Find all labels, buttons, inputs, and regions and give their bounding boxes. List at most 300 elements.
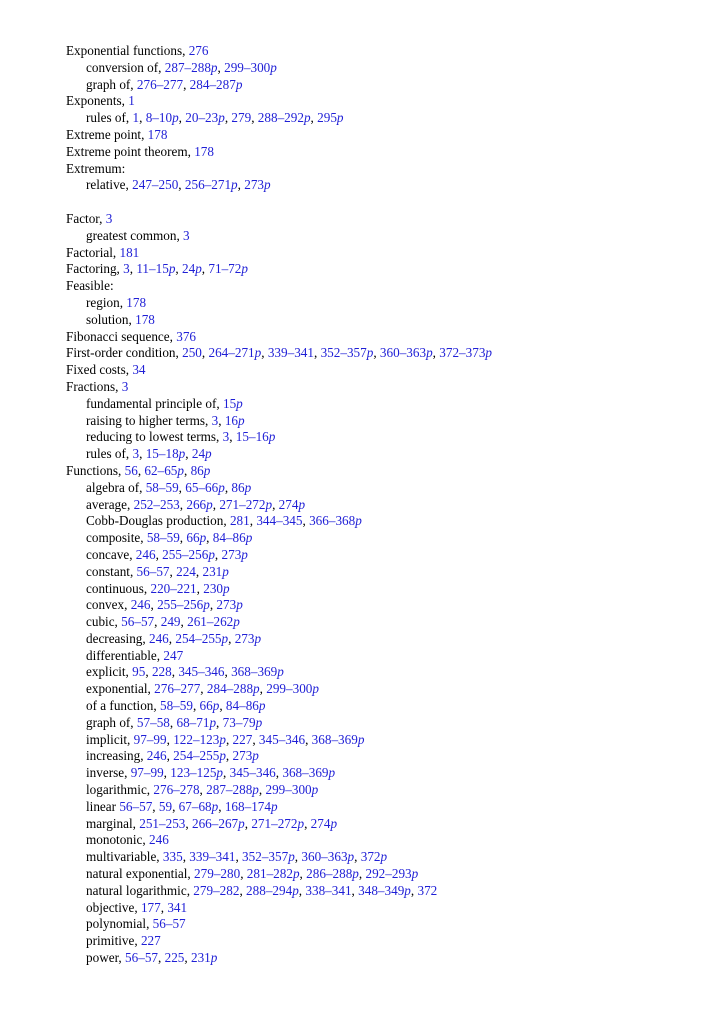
page-reference-link[interactable] [122,379,129,394]
page-reference-link[interactable] [225,413,245,428]
page-reference-link[interactable] [317,110,343,125]
index-subentry: implicit, 97–99, 122–123p, 227, 345–346, 368–369p [86,731,365,747]
page-number: 3 [132,446,140,462]
page-reference-link[interactable] [152,664,172,679]
index-subentry: conversion of, 287–288p, 299–300p [86,59,277,75]
page-number: 341 [167,899,188,915]
page-reference-link[interactable] [137,77,183,92]
page-reference-link[interactable] [266,681,319,696]
page-number: 292–293 [365,866,412,882]
page-number: 71–72 [208,261,242,277]
index-subentry: multivariable, 335, 339–341, 352–357p, 360–363p, 372p [86,849,388,865]
page-number: 58–59 [146,530,180,546]
page-reference-link[interactable] [206,782,259,797]
page-reference-link[interactable] [203,581,229,596]
index-term: algebra of, [86,479,143,495]
problem-suffix: p [245,530,253,546]
page-number: 24 [182,261,196,277]
problem-suffix: p [231,177,238,193]
index-entry [66,278,706,295]
index-subentry: cubic, 56–57, 249, 261–262p [86,614,240,630]
index-term: First-order condition, [66,345,179,361]
page-reference-link[interactable] [242,849,295,864]
page-reference-link[interactable] [200,698,220,713]
page-reference-link[interactable] [170,765,223,780]
problem-suffix: p [238,412,245,428]
index-term: marginal, [86,815,136,831]
page-number: 56–57 [152,916,186,932]
page-reference-link[interactable] [161,614,181,629]
page-reference-link[interactable] [153,916,186,931]
problem-suffix: p [411,866,419,882]
index-entry [66,43,706,60]
index-term: multivariable, [86,849,160,865]
page-reference-link[interactable] [167,900,187,915]
page-reference-link[interactable] [236,429,276,444]
index-entry [66,211,706,228]
page-reference-link[interactable] [125,463,138,478]
page-reference-link[interactable] [223,396,243,411]
page-number: 286–288 [306,866,353,882]
page-number: 273 [244,177,265,193]
index-subentry: concave, 246, 255–256p, 273p [86,546,248,562]
page-reference-link[interactable] [150,581,196,596]
page-reference-link[interactable] [235,631,261,646]
page-number: 246 [146,748,167,764]
page-reference-link[interactable] [247,866,300,881]
page-reference-link[interactable] [231,480,251,495]
page-reference-link[interactable] [178,664,224,679]
index-entry: Factoring, 3, 11–15p, 24p, 71–72p [66,261,248,277]
page-reference-link[interactable] [358,883,411,898]
problem-suffix: p [208,546,215,562]
page-reference-link[interactable] [149,631,169,646]
page-reference-link[interactable] [165,950,185,965]
problem-suffix: p [252,782,259,798]
index-term: solution, [86,311,132,327]
page-reference-link[interactable] [230,513,250,528]
page-number: 231 [202,563,223,579]
page-reference-link[interactable] [259,732,305,747]
problem-suffix: p [357,731,365,747]
page-reference-link[interactable] [123,261,130,276]
index-term: Fibonacci sequence, [66,328,173,344]
page-reference-link[interactable] [137,715,170,730]
page-reference-link[interactable] [223,715,263,730]
problem-suffix: p [219,748,226,764]
page-number: 360–363 [301,849,348,865]
page-reference-link[interactable] [119,245,139,260]
index-subentry [66,933,706,950]
page-number: 65–66 [185,479,219,495]
page-reference-link[interactable] [256,513,302,528]
page-reference-link[interactable] [146,480,179,495]
page-reference-link[interactable] [258,110,311,125]
problem-suffix: p [241,261,248,277]
page-reference-link[interactable] [153,782,199,797]
index-term: differentiable, [86,647,161,663]
problem-suffix: p [312,681,319,697]
page-number: 3 [123,261,130,277]
page-number: 181 [119,244,140,260]
page-reference-link[interactable] [233,748,259,763]
page-number: 20–23 [185,110,219,126]
page-reference-link[interactable] [192,446,212,461]
index-term: rules of, [86,446,130,462]
problem-suffix: p [277,664,284,680]
page-number: 73–79 [222,714,256,730]
page-reference-link[interactable] [251,816,304,831]
index-term: Fractions, [66,378,119,394]
index-subentry: relative, 247–250, 256–271p, 273p [86,177,271,193]
page-reference-link[interactable] [321,345,374,360]
page-reference-link[interactable] [187,614,240,629]
page-reference-link[interactable] [176,715,216,730]
page-number: 276–277 [136,76,184,92]
page-reference-link[interactable] [185,177,238,192]
page-reference-link[interactable] [132,177,178,192]
page-reference-link[interactable] [439,345,492,360]
page-reference-link[interactable] [230,765,276,780]
problem-suffix: p [253,681,260,697]
index-subentry [66,916,706,933]
index-subentry: natural logarithmic, 279–282, 288–294p, 338–341, 348–349p, 372 [86,882,438,898]
index-term: linear [86,798,117,814]
page-number: 279–280 [194,866,241,882]
problem-suffix: p [366,345,374,361]
page-reference-link[interactable] [194,144,214,159]
problem-suffix: p [244,479,252,495]
index-term: region, [86,294,123,310]
page-number: 66 [199,698,213,714]
page-number: 276–278 [153,782,200,798]
page-reference-link[interactable] [141,900,161,915]
page-reference-link[interactable] [212,413,219,428]
page-number: 249 [160,614,181,630]
page-reference-link[interactable] [132,362,145,377]
problem-suffix: p [211,798,219,814]
page-reference-link[interactable] [176,564,196,579]
index-subentry: Cobb-Douglas production, 281, 344–345, 366–368p [86,513,362,529]
page-number: 254–255 [173,748,220,764]
index-entry [66,362,706,379]
problem-suffix: p [264,177,271,193]
index-subentry: convex, 246, 255–256p, 273p [86,597,243,613]
page-reference-link[interactable] [279,497,305,512]
page-reference-link[interactable] [190,77,243,92]
page-reference-link[interactable] [306,866,359,881]
page-number: 227 [232,731,253,747]
page-reference-link[interactable] [141,933,161,948]
page-reference-link[interactable] [175,631,228,646]
page-reference-link[interactable] [121,614,154,629]
problem-suffix: p [178,446,186,462]
problem-suffix: p [347,849,355,865]
page-number: 246 [135,546,156,562]
page-reference-link[interactable] [225,799,278,814]
page-number: 66 [186,530,200,546]
page-reference-link[interactable] [179,799,219,814]
page-reference-link[interactable] [365,866,418,881]
page-number: 68–71 [176,714,210,730]
page-number: 97–99 [133,731,167,747]
page-reference-link[interactable] [244,177,270,192]
page-reference-link[interactable] [380,345,433,360]
page-reference-link[interactable] [125,950,158,965]
index-subentry: marginal, 251–253, 266–267p, 271–272p, 274p [86,815,338,831]
page-reference-link[interactable] [139,816,185,831]
page-reference-link[interactable] [182,261,202,276]
page-reference-link[interactable] [182,345,202,360]
page-number: 59 [158,798,173,814]
problem-suffix: p [218,110,225,126]
problem-suffix: p [255,714,263,730]
page-reference-link[interactable] [147,748,167,763]
page-reference-link[interactable] [223,429,230,444]
page-reference-link[interactable] [282,765,335,780]
page-number: 368–369 [282,765,329,781]
index-subentry [66,312,706,329]
page-number: 271–272 [251,815,298,831]
page-number: 372 [360,849,381,865]
page-number: 273 [232,748,253,764]
section-gap [66,194,706,211]
index-term: objective, [86,899,138,915]
page-number: 168–174 [224,798,271,814]
page-reference-link[interactable] [216,597,242,612]
page-number: 228 [151,664,172,680]
page-reference-link[interactable] [224,60,277,75]
page-reference-link[interactable] [311,816,337,831]
page-reference-link[interactable] [148,127,168,142]
page-number: 58–59 [159,698,193,714]
page-reference-link[interactable] [147,530,180,545]
problem-suffix: p [210,59,218,75]
page-reference-link[interactable] [191,950,217,965]
page-reference-link[interactable] [173,732,226,747]
page-reference-link[interactable] [137,564,170,579]
page-reference-link[interactable] [233,732,253,747]
page-reference-link[interactable] [154,681,200,696]
page-reference-link[interactable] [192,816,245,831]
page-reference-link[interactable] [417,883,437,898]
page-reference-link[interactable] [157,597,210,612]
page-number: 266–267 [191,815,239,831]
problem-suffix: p [203,597,210,613]
page-reference-link[interactable] [194,866,240,881]
page-number: 3 [121,378,129,394]
page-reference-link[interactable] [176,329,196,344]
index-entry [66,127,706,144]
page-reference-link[interactable] [162,547,215,562]
page-number: 339–341 [189,849,236,865]
page-number: 252–253 [133,496,180,512]
index-subentry: decreasing, 246, 254–255p, 273p [86,630,262,646]
index-term: Cobb-Douglas production, [86,513,227,529]
index-subentry [66,396,706,413]
page-number: 279 [231,110,252,126]
page-reference-link[interactable] [189,43,209,58]
page-reference-link[interactable] [136,547,156,562]
index-entry [66,329,706,346]
page-reference-link[interactable] [133,110,140,125]
page-reference-link[interactable] [213,530,253,545]
page-number: 273 [216,597,237,613]
index-term: concave, [86,546,133,562]
index-term: raising to higher terms, [86,412,209,428]
page-reference-link[interactable] [208,261,248,276]
page-reference-link[interactable] [119,799,152,814]
page-number: 352–357 [242,849,289,865]
page-reference-link[interactable] [246,883,299,898]
page-number: 84–86 [212,530,246,546]
index-term: composite, [86,530,144,546]
page-reference-link[interactable] [163,648,183,663]
page-number: 345–346 [258,731,306,747]
page-reference-link[interactable] [222,547,248,562]
index-subentry: raising to higher terms, 3, 16p [86,412,245,428]
index-term: greatest common, [86,227,180,243]
page-reference-link[interactable] [131,765,164,780]
problem-suffix: p [210,950,218,966]
page-reference-link[interactable] [191,463,211,478]
problem-suffix: p [219,731,226,747]
page-number: 276–277 [154,681,201,697]
page-reference-link[interactable] [135,312,155,327]
page-reference-link[interactable] [202,564,228,579]
page-number: 352–357 [320,345,367,361]
index-term: Extreme point theorem, [66,143,191,159]
index-term: Fixed costs, [66,362,130,378]
page-reference-link[interactable] [226,698,266,713]
page-reference-link[interactable] [193,883,239,898]
page-reference-link[interactable] [207,681,260,696]
page-number: 299–300 [265,782,312,798]
index-term: Exponents, [66,93,125,109]
page-reference-link[interactable] [160,698,193,713]
page-reference-link[interactable] [301,849,354,864]
index-term: primitive, [86,933,138,949]
page-number: 122–123 [173,731,220,747]
page-reference-link[interactable] [186,530,206,545]
page-number: 284–287 [189,76,236,92]
index-term: convex, [86,597,128,613]
index-term: implicit, [86,731,131,747]
index-term: reducing to lowest terms, [86,429,220,445]
page-number: 247 [163,647,184,663]
page-reference-link[interactable] [305,883,351,898]
page-reference-link[interactable] [132,664,145,679]
page-reference-link[interactable] [189,849,235,864]
page-reference-link[interactable] [208,345,261,360]
index-subentry: graph of, 276–277, 284–287p [86,76,243,92]
page-number: 3 [105,210,113,226]
problem-suffix: p [241,546,248,562]
page-reference-link[interactable] [106,211,113,226]
page-number: 56–57 [125,950,158,966]
page-reference-link[interactable] [361,849,387,864]
page-reference-link[interactable] [126,295,146,310]
index-term: conversion of, [86,59,162,75]
page-reference-link[interactable] [231,110,251,125]
problem-suffix: p [177,462,184,478]
index-subentry: average, 252–253, 266p, 271–272p, 274p [86,496,306,512]
page-number: 34 [132,362,146,378]
page-reference-link[interactable] [309,513,362,528]
page-reference-link[interactable] [128,93,135,108]
index-page [66,43,706,967]
problem-suffix: p [236,395,243,411]
page-number: 281 [229,513,250,529]
index-subentry: continuous, 220–221, 230p [86,580,230,596]
page-number: 273 [221,546,242,562]
page-number: 284–288 [206,681,254,697]
page-reference-link[interactable] [144,463,184,478]
index-subentry: graph of, 57–58, 68–71p, 73–79p [86,714,263,730]
page-reference-link[interactable] [265,782,318,797]
page-number: 299–300 [224,59,271,75]
page-number: 372 [417,882,438,898]
page-reference-link[interactable] [136,261,175,276]
page-number: 246 [148,630,169,646]
index-subentry: of a function, 58–59, 66p, 84–86p [86,698,266,714]
page-reference-link[interactable] [185,480,225,495]
index-term: of a function, [86,698,157,714]
problem-suffix: p [258,698,266,714]
page-reference-link[interactable] [159,799,172,814]
page-reference-link[interactable] [186,497,212,512]
page-number: 86 [190,462,204,478]
page-number: 3 [211,412,219,428]
page-number: 11–15 [136,261,169,277]
page-reference-link[interactable] [183,228,190,243]
index-term: increasing, [86,748,144,764]
page-number: 178 [194,143,214,159]
page-reference-link[interactable] [165,60,218,75]
index-term: graph of, [86,76,134,92]
page-number: 56 [124,462,138,478]
page-reference-link[interactable] [173,748,226,763]
page-reference-link[interactable] [149,832,169,847]
index-subentry: increasing, 246, 254–255p, 273p [86,748,259,764]
page-reference-link[interactable] [268,345,314,360]
page-reference-link[interactable] [133,446,140,461]
page-number: 256–271 [184,177,232,193]
index-subentry: rules of, 1, 8–10p, 20–23p, 279, 288–292p, 295p [86,110,344,126]
page-reference-link[interactable] [312,732,365,747]
problem-suffix: p [254,630,262,646]
index-entry [66,161,706,178]
page-number: 230 [203,580,224,596]
problem-suffix: p [212,698,220,714]
page-reference-link[interactable] [231,664,284,679]
page-reference-link[interactable] [185,110,225,125]
page-number: 274 [278,496,299,512]
page-reference-link[interactable] [134,732,167,747]
page-reference-link[interactable] [131,597,151,612]
page-reference-link[interactable] [146,110,179,125]
page-reference-link[interactable] [219,497,272,512]
problem-suffix: p [297,815,305,831]
problem-suffix: p [265,496,273,512]
problem-suffix: p [195,261,202,277]
index-term: inverse, [86,765,128,781]
page-reference-link[interactable] [163,849,183,864]
page-reference-link[interactable] [134,497,180,512]
page-number: 224 [176,563,196,579]
index-term: continuous, [86,580,148,596]
page-reference-link[interactable] [146,446,186,461]
